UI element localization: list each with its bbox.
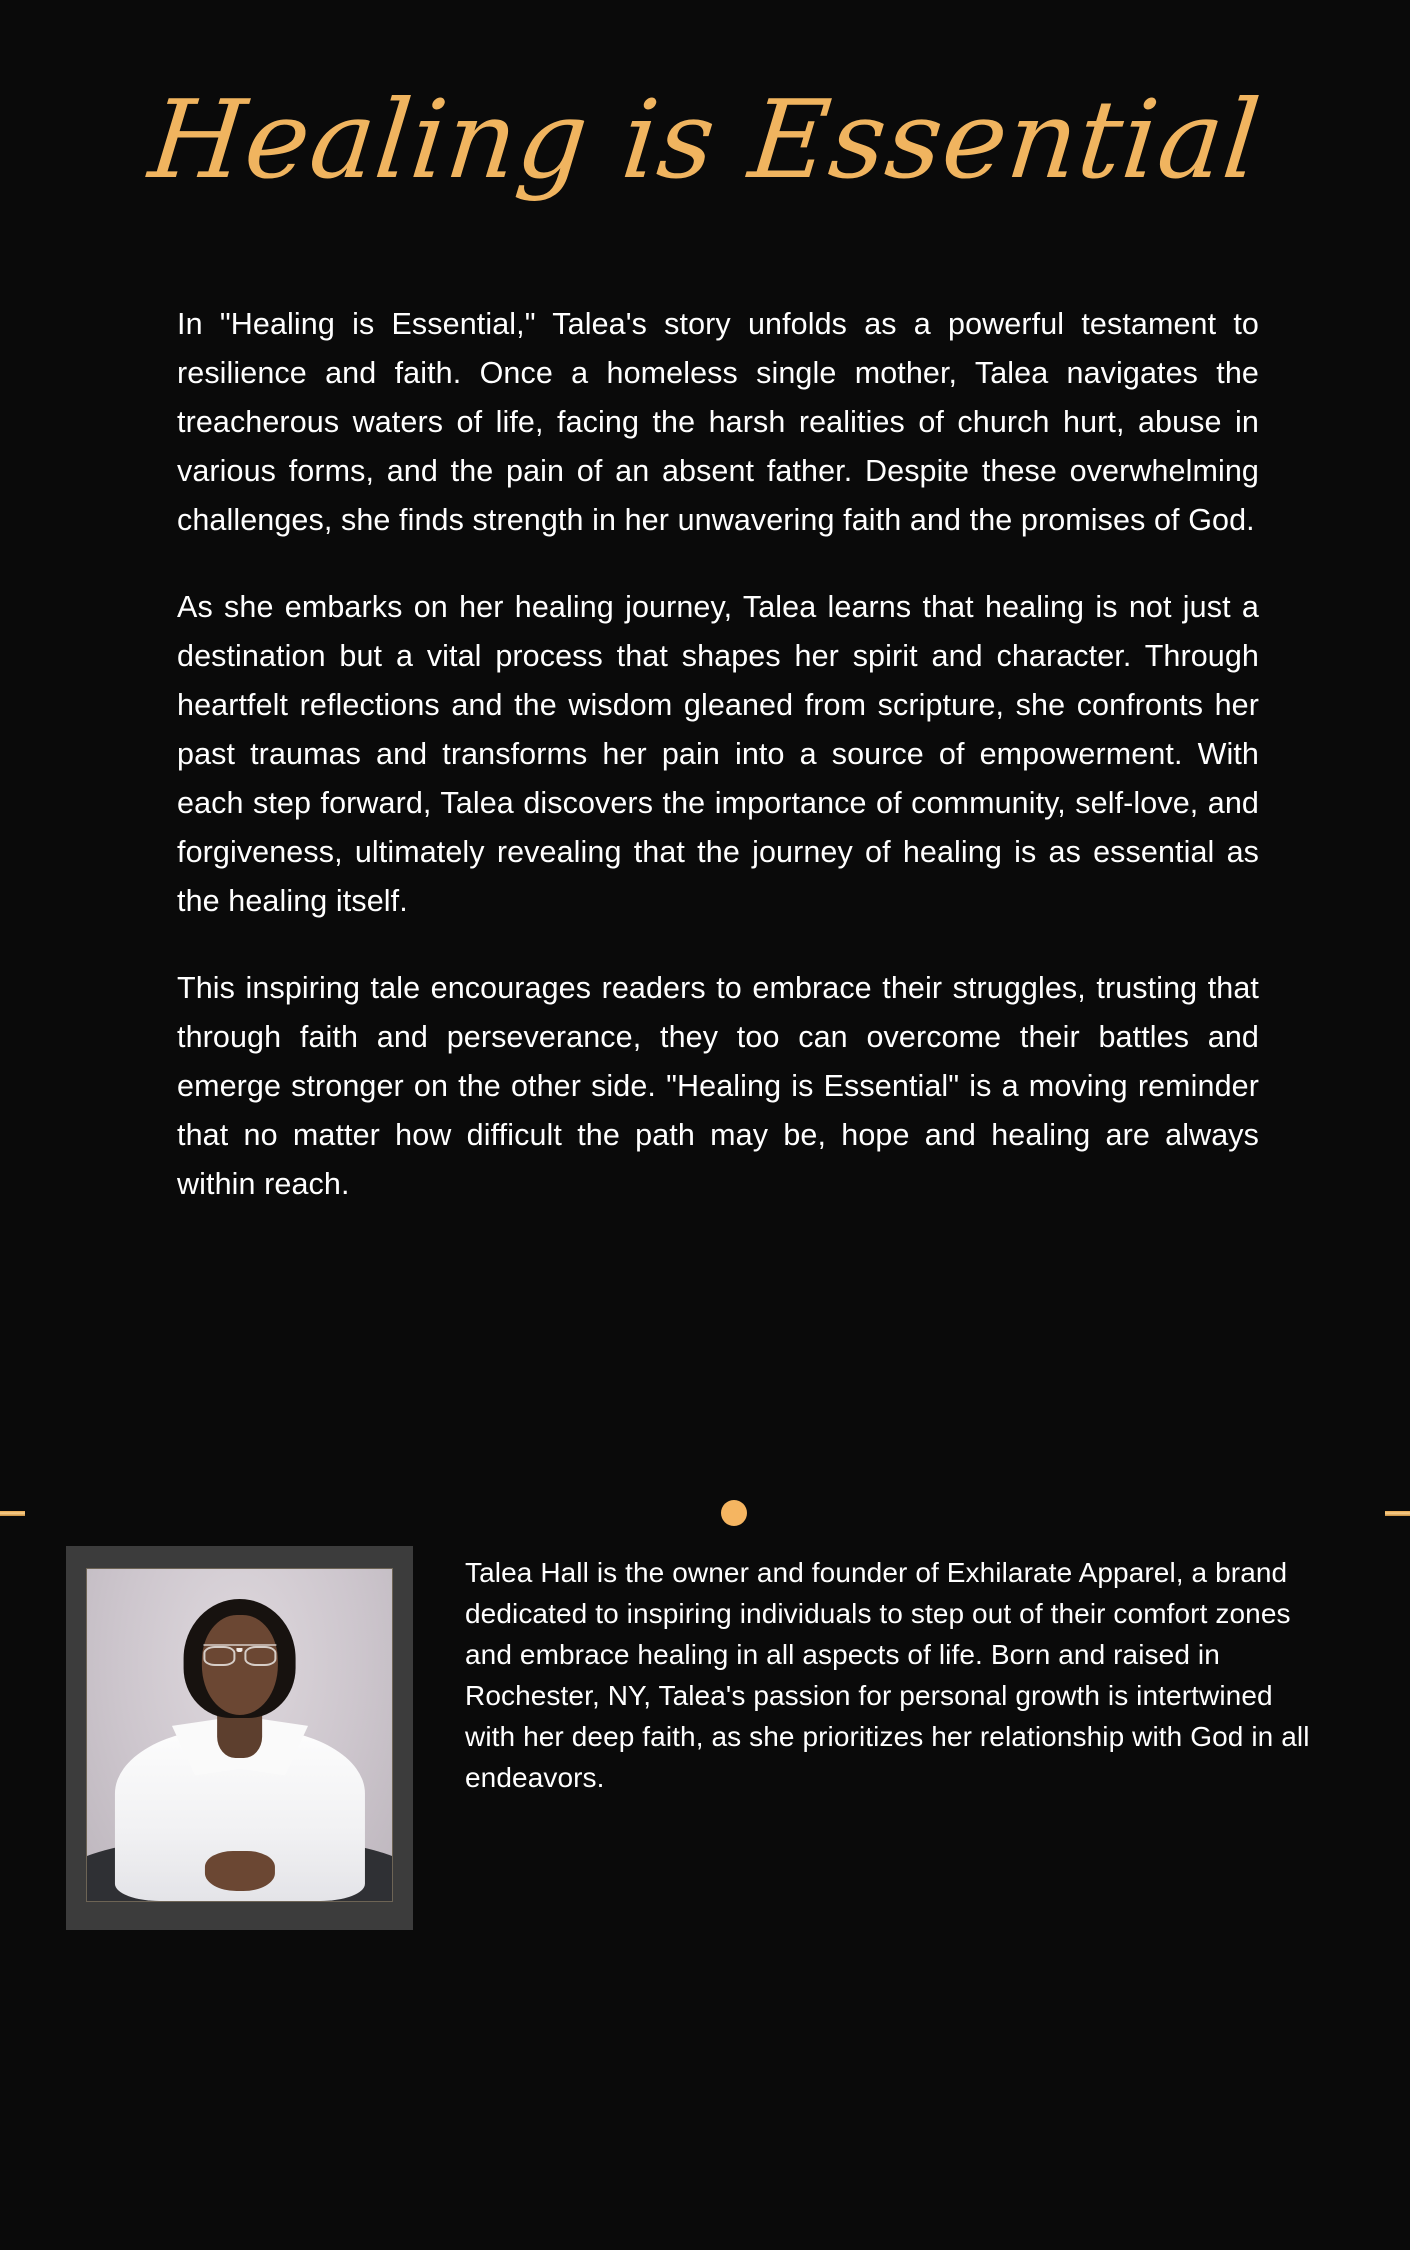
author-photo-frame: [66, 1546, 413, 1930]
summary-paragraph-3: This inspiring tale encourages readers to embrace their struggles, trusting that through faith and perseverance, they too can overcome their battles and emerge stronger on the other side. "Healing is Essential" is a moving reminder that no matter how difficult the path may be, hope and healing are always within reach.: [177, 971, 1259, 1201]
glasses-lens-right: [244, 1646, 276, 1666]
section-divider: [0, 1499, 1410, 1527]
author-section: [0, 1546, 1410, 1946]
portrait-hands: [204, 1851, 274, 1891]
summary-paragraph-1: In "Healing is Essential," Talea's story unfolds as a powerful testament to resilience and faith. Once a homeless single mother, Talea navigates the treacherous waters of life, facing the harsh realities of church hurt, abuse in various forms, and the pain of an absent father. Despite these overwhelming challenges, she finds strength in her unwavering faith and the promises of God.: [177, 307, 1259, 537]
divider-dot-icon: [721, 1500, 747, 1526]
author-bio: Talea Hall is the owner and founder of Exhilarate Apparel, a brand dedicated to inspiring individuals to step out of their comfort zones and embrace healing in all aspects of life. Born and raised in Rochester, NY, Talea's passion for personal growth is intertwined with her deep faith, as she prioritizes her relationship with God in all endeavors.: [465, 1557, 1310, 1793]
summary-paragraph-2: As she embarks on her healing journey, Talea learns that healing is not just a destination but a vital process that shapes her spirit and character. Through heartfelt reflections and the wisdom gleaned from scripture, she confronts her past traumas and transforms her pain into a source of empowerment. With each step forward, Talea discovers the importance of community, self-love, and forgiveness, ultimately revealing that the journey of healing is as essential as the healing itself.: [177, 590, 1259, 918]
divider-rule-right: [1385, 1511, 1410, 1516]
glasses-lens-left: [203, 1646, 235, 1666]
book-summary: [177, 300, 1259, 1209]
glasses-icon: [203, 1644, 276, 1666]
author-photo: [86, 1568, 393, 1902]
page-title: Healing is Essential: [143, 78, 1267, 203]
divider-rule-left: [0, 1511, 25, 1516]
